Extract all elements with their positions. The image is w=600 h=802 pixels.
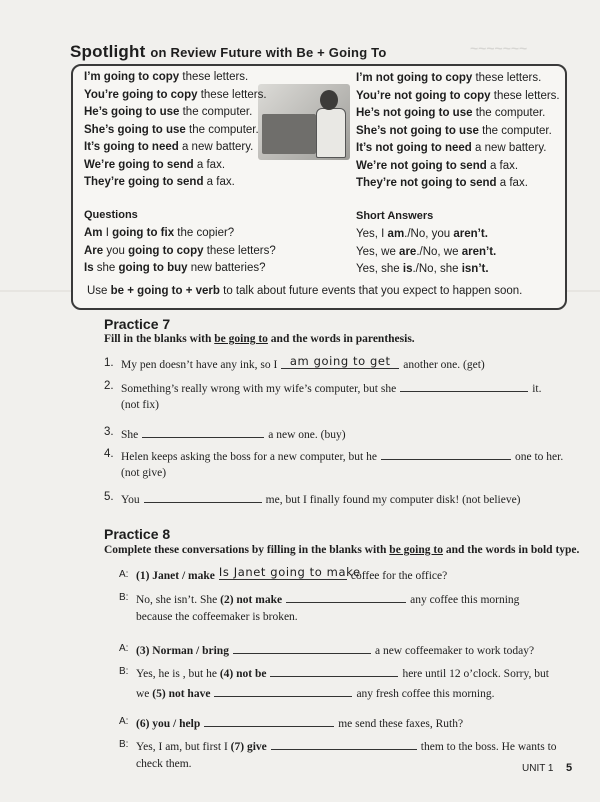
line-text: (4) not be [219, 668, 267, 680]
handwritten-answer: Is Janet going to make [218, 565, 361, 579]
short-answer-sentence-segment: Yes, she [356, 263, 403, 275]
answer-blank[interactable] [281, 354, 399, 369]
instruction-segment: and the words in bold type. [442, 544, 580, 556]
question-sentence-segment: these letters? [203, 244, 276, 257]
line-text: Yes, he is , but he [136, 668, 220, 680]
affirmative-sentence-segment: They’re going to send [84, 176, 204, 188]
short-answer-sentence-segment: aren’t. [453, 228, 488, 240]
item-number: 1. [104, 357, 114, 369]
short-answer-sentence [356, 263, 489, 275]
item-continuation: (not fix) [121, 399, 160, 411]
practice7-item [121, 491, 521, 506]
speaker-label: A: [119, 569, 129, 580]
instruction-segment: Complete these conversations by filling in the blanks with [104, 544, 390, 556]
negative-sentence-segment: You’re not going to copy [356, 89, 491, 102]
question-sentence-segment: Is [84, 262, 94, 274]
negative-sentence-segment: a new battery. [471, 142, 547, 154]
line-text: (1) Janet / make [136, 570, 215, 582]
affirmative-sentence-segment: We’re going to send [84, 158, 194, 171]
short-answers-header: Short Answers [356, 210, 434, 222]
negative-sentence [356, 142, 546, 154]
affirmative-sentence-segment: a fax. [193, 158, 226, 171]
item-text: another one. (get) [403, 359, 485, 371]
question-sentence [84, 245, 276, 257]
spotlight-title-sub: on Review Future with Be + Going To [150, 45, 387, 60]
short-answer-sentence-segment: ./No, she [412, 263, 462, 275]
usage-rule [87, 285, 522, 297]
usage-rule-segment: Use [87, 285, 111, 297]
conversation-line [136, 665, 549, 680]
affirmative-sentence [84, 159, 225, 171]
line-text: we [136, 688, 153, 700]
short-answer-sentence-segment: Yes, I [356, 228, 388, 240]
line-text: any coffee this morning [410, 594, 520, 606]
short-answer-sentence [356, 246, 496, 258]
speaker-label: B: [119, 739, 129, 750]
negative-sentence-segment: It’s not going to need [356, 142, 472, 154]
negative-sentence-segment: these letters. [472, 72, 542, 84]
negative-sentence [356, 177, 528, 189]
question-sentence-segment: I [102, 227, 113, 239]
item-text: me, but I finally found my computer disk! (not believe) [265, 494, 521, 506]
short-answer-sentence-segment: ./No, you [404, 228, 454, 240]
question-sentence-segment: new batteries? [187, 262, 266, 274]
answer-blank[interactable] [400, 380, 528, 392]
affirmative-sentence [84, 176, 235, 188]
line-text: here until 12 o’clock. Sorry, but [402, 668, 549, 680]
item-text: a new one. (buy) [268, 429, 346, 441]
short-answer-sentence-segment: is [402, 263, 413, 275]
usage-rule-segment: to talk about future events that you expect to happen soon. [219, 285, 523, 297]
negative-sentence-segment: the computer. [472, 107, 546, 119]
item-number: 4. [104, 448, 114, 460]
line-text: (6) you / help [136, 718, 201, 730]
line-text: a new coffeemaker to work today? [374, 645, 535, 657]
short-answer-sentence-segment: aren’t. [461, 245, 497, 258]
item-number: 5. [104, 491, 114, 503]
instruction-segment: be going to [389, 544, 443, 556]
negative-sentence [356, 125, 552, 137]
line-text: because the coffeemaker is broken. [136, 611, 298, 623]
negative-sentence-segment: We’re not going to send [356, 159, 487, 172]
answer-blank[interactable] [214, 685, 352, 697]
line-text: any fresh coffee this morning. [356, 688, 495, 700]
conversation-line [136, 591, 519, 606]
negative-sentence [356, 160, 518, 172]
short-answer-sentence-segment: Yes, we [356, 245, 400, 258]
item-text: My pen doesn’t have any ink, so I [121, 359, 278, 371]
negative-sentence-segment: a fax. [486, 159, 519, 172]
practice8-instruction [104, 544, 579, 556]
answer-blank[interactable] [271, 738, 417, 750]
short-answer-sentence-segment: are [399, 245, 417, 258]
affirmative-sentence [84, 89, 267, 101]
question-sentence-segment: Are [84, 244, 104, 257]
answer-blank[interactable] [270, 665, 398, 677]
line-text: me send these faxes, Ruth? [338, 718, 464, 730]
item-text: Helen keeps asking the boss for a new computer, but he [121, 451, 377, 463]
affirmative-sentence-segment: a new battery. [178, 141, 254, 153]
conversation-continuation [136, 758, 192, 770]
item-text: Something’s really wrong with my wife’s computer, but she [121, 383, 397, 395]
speaker-label: B: [119, 666, 129, 677]
negative-sentence-segment: I’m not going to copy [356, 72, 473, 84]
item-text: it. [532, 383, 542, 395]
practice7-instruction [104, 333, 415, 345]
question-sentence-segment: going to copy [128, 244, 204, 257]
questions-header: Questions [84, 209, 138, 221]
answer-blank[interactable] [218, 565, 361, 580]
conversation-line [136, 642, 534, 657]
question-sentence-segment: going to fix [112, 227, 175, 239]
affirmative-sentence-segment: the computer. [179, 106, 253, 118]
negative-sentence-segment: a fax. [496, 177, 528, 189]
speaker-label: B: [119, 592, 129, 603]
practice7-item [121, 448, 563, 463]
practice7-title: Practice 7 [104, 316, 171, 332]
office-worker-illustration [258, 84, 350, 160]
affirmative-sentence [84, 71, 248, 83]
answer-blank[interactable] [142, 426, 264, 438]
question-sentence-segment: the copier? [174, 227, 235, 239]
negative-sentence-segment: They’re not going to send [356, 177, 497, 189]
conversation-line [136, 715, 463, 730]
affirmative-sentence-segment: She’s going to use [84, 123, 186, 136]
answer-blank[interactable] [233, 642, 371, 654]
affirmative-sentence [84, 106, 252, 118]
negative-sentence-segment: these letters. [490, 89, 560, 102]
conversation-continuation [136, 685, 495, 700]
line-text: check them. [136, 758, 192, 770]
conversation-continuation [136, 611, 298, 623]
affirmative-sentence-segment: these letters. [197, 88, 267, 101]
question-sentence-segment: Am [84, 227, 103, 239]
answer-blank[interactable] [144, 491, 262, 503]
question-sentence-segment: going to buy [118, 262, 188, 274]
person-head-shape [320, 90, 338, 110]
line-text: coffee for the office? [350, 570, 448, 582]
usage-rule-segment: be + going to + verb [110, 285, 220, 297]
affirmative-sentence-segment: I’m going to copy [84, 71, 180, 83]
short-answer-sentence-segment: ./No, we [416, 245, 462, 258]
negative-sentence [356, 90, 560, 102]
affirmative-sentence-segment: He’s going to use [84, 106, 180, 118]
question-sentence [84, 227, 234, 239]
practice7-item [121, 354, 485, 371]
affirmative-sentence [84, 124, 259, 136]
answer-blank[interactable] [286, 591, 406, 603]
handwritten-answer: am going to get [289, 354, 391, 368]
question-sentence-segment: you [103, 244, 129, 257]
affirmative-sentence-segment: You’re going to copy [84, 88, 198, 101]
affirmative-sentence-segment: It’s going to need [84, 141, 179, 153]
affirmative-sentence-segment: these letters. [179, 71, 249, 83]
line-text: (2) not make [220, 594, 283, 606]
short-answer-sentence-segment: isn’t. [461, 263, 489, 275]
question-sentence-segment: she [93, 262, 119, 274]
practice8-title: Practice 8 [104, 526, 171, 542]
spotlight-title-main: Spotlight [70, 42, 146, 61]
short-answer-sentence [356, 228, 488, 240]
unit-label: UNIT 1 [522, 763, 554, 774]
item-text: She [121, 429, 139, 441]
affirmative-sentence [84, 141, 253, 153]
line-text: (5) not have [152, 688, 211, 700]
page-number: 5 [566, 762, 573, 774]
person-body-shape [316, 108, 346, 158]
negative-sentence [356, 107, 545, 119]
line-text: Yes, I am, but first I [136, 741, 231, 753]
item-number: 3. [104, 426, 114, 438]
short-answer-sentence-segment: am [387, 228, 405, 240]
speaker-label: A: [119, 716, 129, 727]
conversation-line [136, 565, 448, 582]
item-text: one to her. [514, 451, 564, 463]
affirmative-sentence-segment: a fax. [203, 176, 235, 188]
question-sentence [84, 262, 266, 274]
conversation-line [136, 738, 557, 753]
line-text: (7) give [230, 741, 267, 753]
answer-blank[interactable] [204, 715, 334, 727]
affirmative-sentence-segment: the computer. [185, 123, 259, 136]
spotlight-title [70, 42, 386, 62]
practice7-item [121, 380, 541, 395]
line-text: them to the boss. He wants to [420, 741, 557, 753]
bleed-through-text: ~~~~~~~ [470, 40, 528, 56]
instruction-segment: Fill in the blanks with [104, 333, 215, 345]
line-text: No, she isn’t. She [136, 594, 221, 606]
item-continuation: (not give) [121, 467, 167, 479]
speaker-label: A: [119, 643, 129, 654]
negative-sentence-segment: She’s not going to use [356, 124, 479, 137]
practice7-item [121, 426, 346, 441]
item-number: 2. [104, 380, 114, 392]
answer-blank[interactable] [381, 448, 511, 460]
item-text: You [121, 494, 140, 506]
negative-sentence [356, 72, 541, 84]
copier-shape [262, 114, 316, 154]
instruction-segment: and the words in parenthesis. [267, 333, 415, 345]
negative-sentence-segment: the computer. [478, 124, 552, 137]
instruction-segment: be going to [214, 333, 268, 345]
line-text: (3) Norman / bring [136, 645, 229, 657]
negative-sentence-segment: He’s not going to use [356, 107, 473, 119]
